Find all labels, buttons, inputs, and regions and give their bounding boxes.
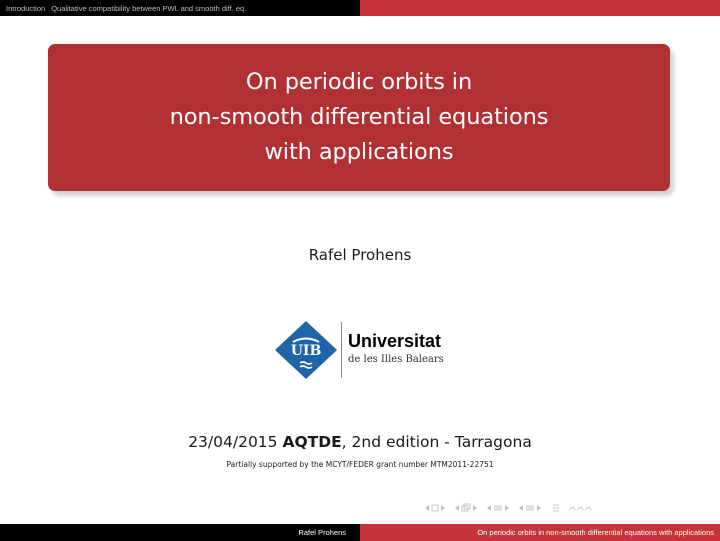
search-nav-icon[interactable] <box>570 508 591 511</box>
footer-right <box>360 524 720 541</box>
footer-title: On periodic orbits in non-smooth differential equations with applications <box>477 528 714 537</box>
logo-wordmark: Universitat <box>348 331 442 351</box>
frame-nav-icon[interactable] <box>455 504 477 511</box>
section-nav-icon[interactable] <box>519 505 541 511</box>
author-name: Rafel Prohens <box>308 246 412 264</box>
event-line <box>0 433 720 451</box>
university-logo <box>275 321 445 379</box>
event-date: 23/04/2015 <box>188 433 278 451</box>
title-line-2: non-smooth differential equations <box>169 104 549 130</box>
title-line-1: On periodic orbits in <box>245 69 473 95</box>
nav-section-introduction[interactable]: Introduction <box>6 3 46 13</box>
grant-support-note: Partially supported by the MCYT/FEDER grant number MTM2011-22751 <box>226 460 494 469</box>
footer-author: Rafel Prohens <box>298 528 346 537</box>
footer-left <box>0 524 360 541</box>
nav-section-qualitative[interactable]: Qualitative compatibility between PWL and smooth diff. eq. <box>51 3 247 13</box>
event-name: AQTDE <box>282 433 342 451</box>
top-nav-bar <box>0 0 360 16</box>
title-box <box>48 44 670 191</box>
logo-subtitle: de les Illes Balears <box>348 354 444 365</box>
uib-emblem-text: UIB <box>290 343 322 359</box>
event-details: , 2nd edition - Tarragona <box>341 433 532 451</box>
title-line-3: with applications <box>264 139 454 165</box>
slide-nav-icon[interactable] <box>425 505 445 511</box>
beamer-nav-symbols <box>420 502 720 514</box>
logo-divider <box>341 322 342 378</box>
top-nav-bar-accent <box>360 0 720 16</box>
subsection-nav-icon[interactable] <box>487 505 509 511</box>
uib-emblem-icon <box>275 321 337 379</box>
appendix-nav-icon[interactable] <box>553 505 559 511</box>
